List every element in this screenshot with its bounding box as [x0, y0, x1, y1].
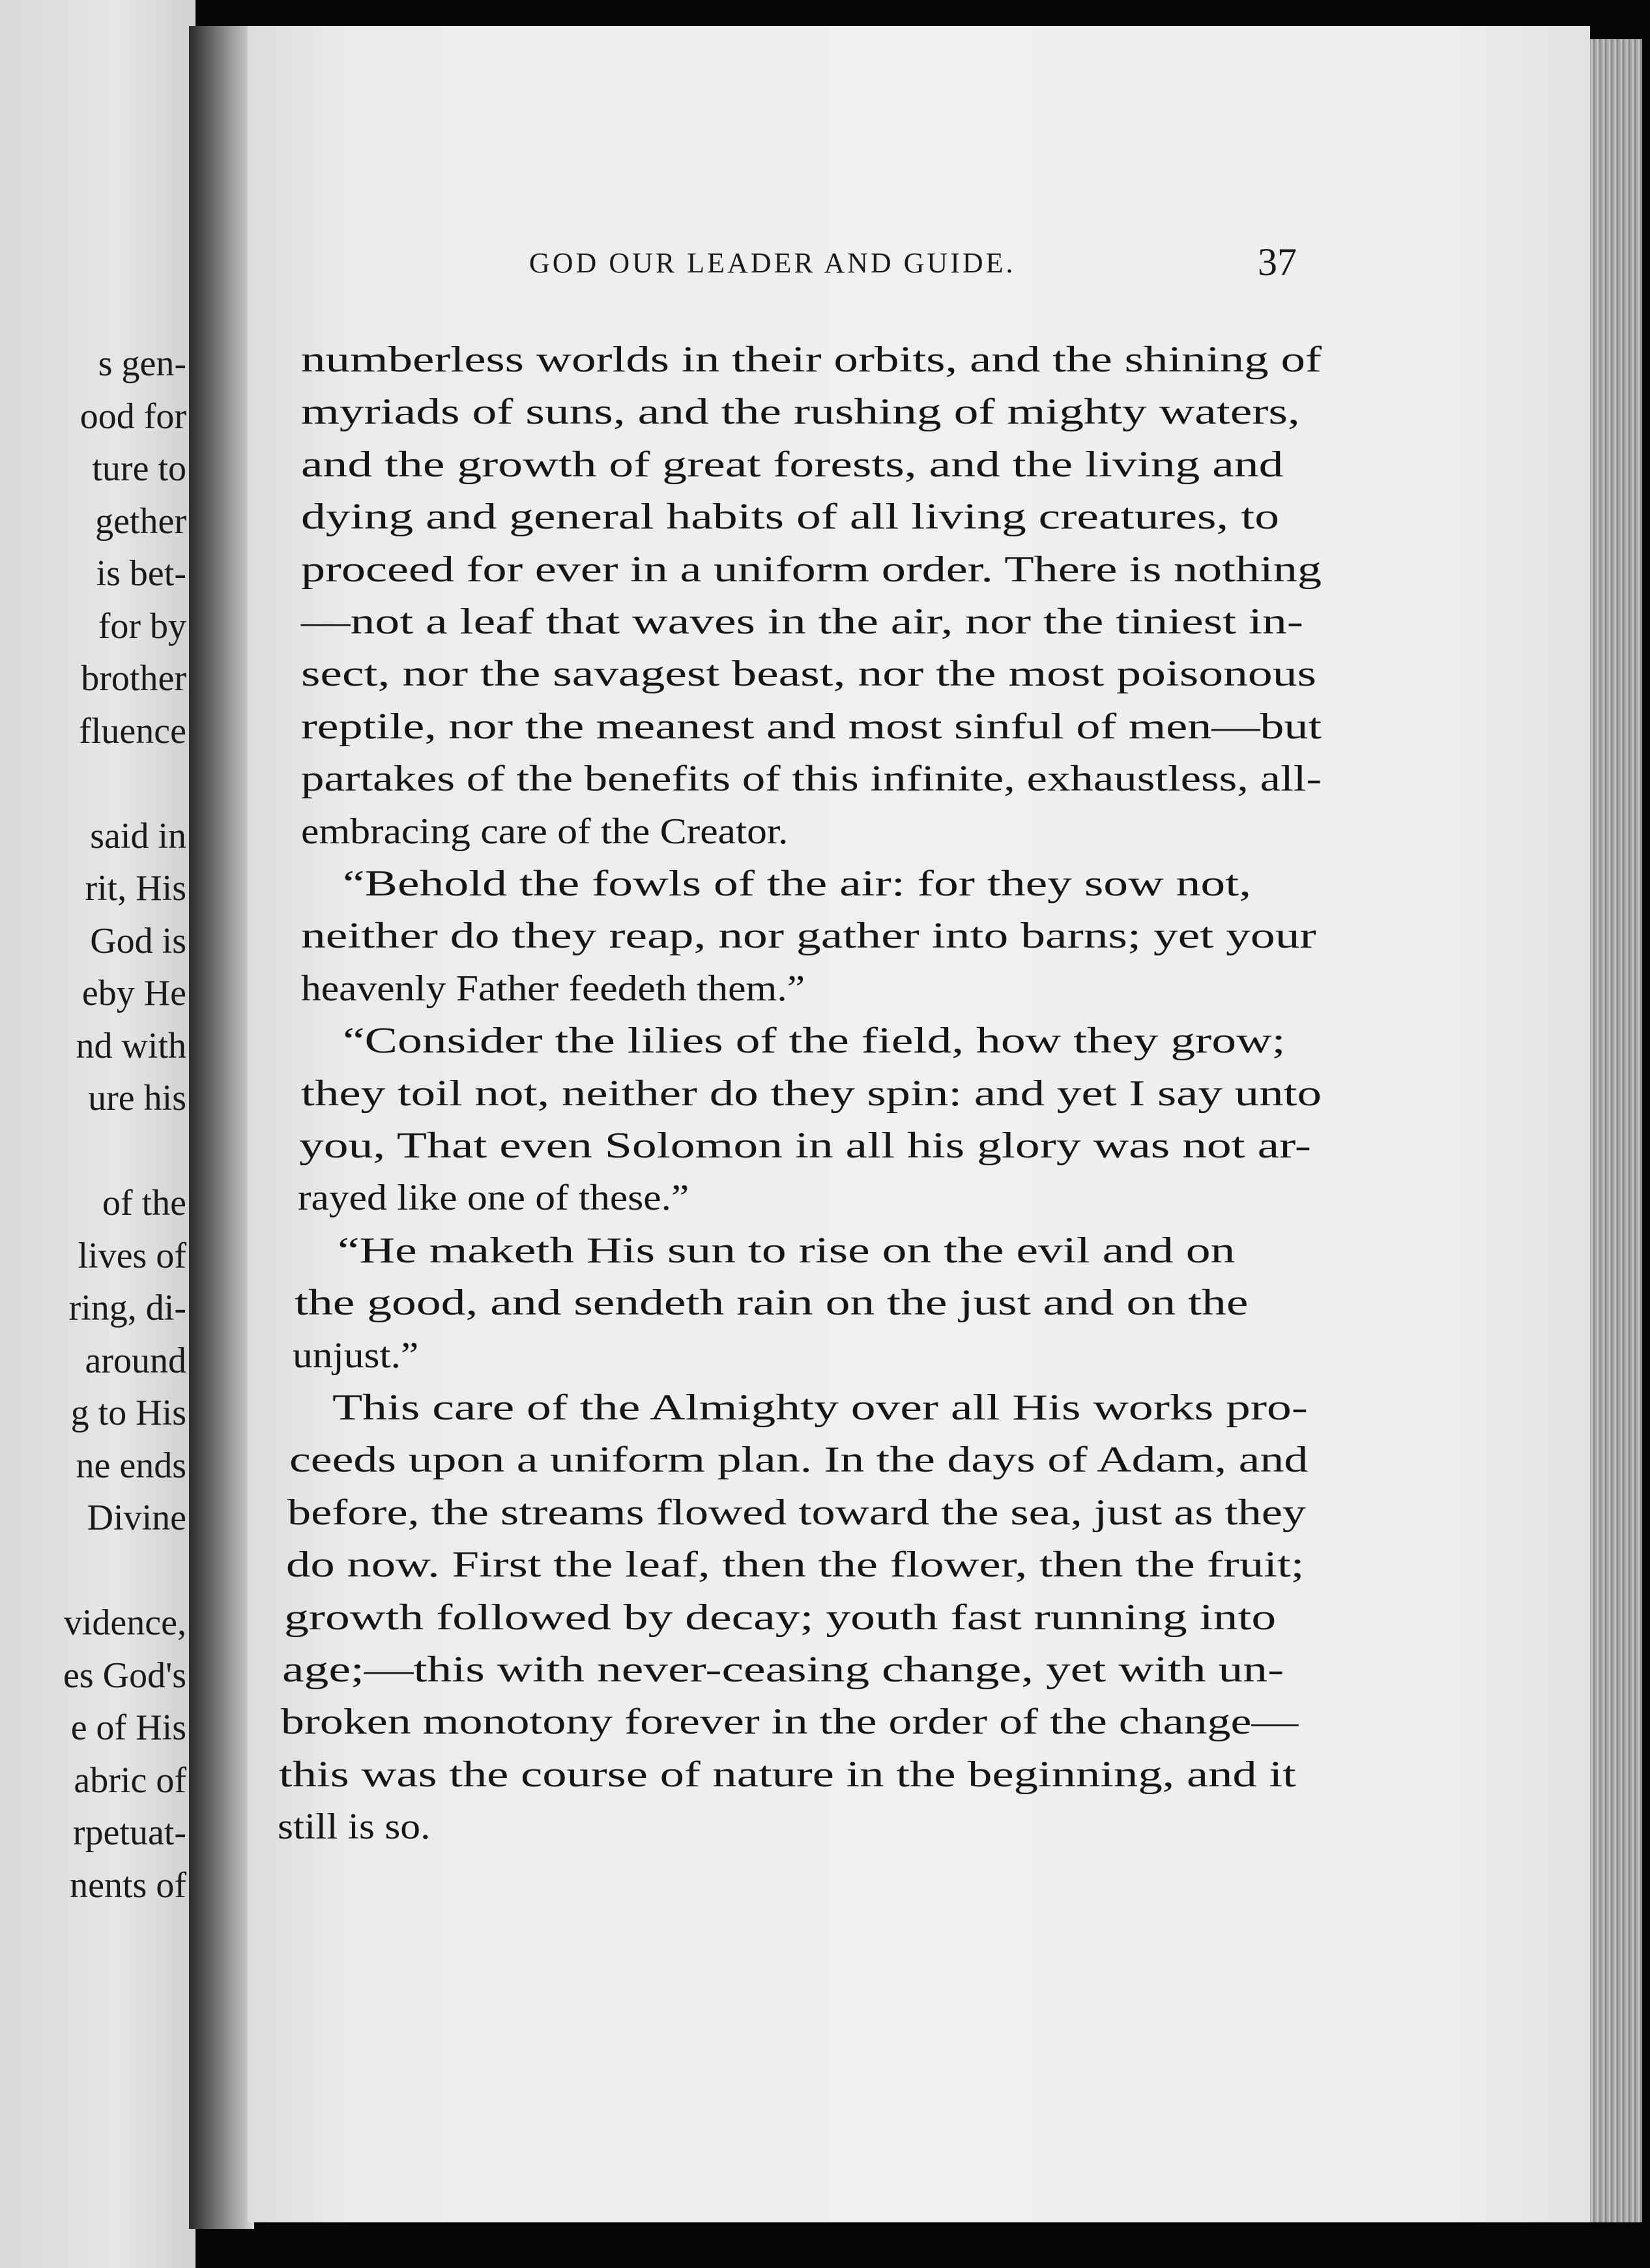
body-line: proceed for ever in a uniform order. There is nothing — [301, 549, 1322, 590]
facing-page-line: for by — [98, 605, 186, 647]
body-line: and the growth of great forests, and the living and — [301, 444, 1284, 485]
facing-page-line: es God's — [63, 1655, 186, 1696]
facing-page-line: gether — [95, 501, 186, 542]
body-line: still is so. — [277, 1807, 431, 1848]
body-line: “He maketh His sun to rise on the evil and on — [338, 1230, 1236, 1271]
body-line: they toil not, neither do they spin: and yet I say unto — [301, 1073, 1322, 1114]
facing-page-line: ring, di- — [68, 1288, 186, 1328]
body-line: unjust.” — [293, 1335, 419, 1376]
body-line: this was the course of nature in the beginning, and it — [279, 1754, 1297, 1795]
facing-page-line: brother — [81, 658, 186, 699]
facing-page-line: said in — [90, 815, 186, 856]
facing-page-line: nd with — [76, 1025, 186, 1066]
body-line: heavenly Father feedeth them.” — [301, 968, 805, 1009]
body-line: “Behold the fowls of the air: for they sow not, — [343, 864, 1252, 904]
facing-page-line: lives of — [78, 1235, 186, 1276]
facing-page-line: around — [85, 1340, 186, 1381]
facing-page — [0, 0, 195, 2268]
body-line: broken monotony forever in the order of the change— — [280, 1702, 1299, 1743]
page-edges — [1590, 39, 1642, 2222]
body-line: do now. First the leaf, then the flower, then the fruit; — [285, 1545, 1305, 1586]
body-line: reptile, nor the meanest and most sinful of men—but — [301, 706, 1322, 747]
body-line: growth followed by decay; youth fast running into — [284, 1597, 1277, 1638]
facing-page-line: fluence — [79, 710, 186, 751]
body-line: ceeds upon a uniform plan. In the days of Adam, and — [289, 1440, 1309, 1481]
facing-page-line: God is — [90, 920, 186, 961]
running-head: GOD OUR LEADER AND GUIDE. — [529, 247, 1016, 279]
facing-page-line: s gen- — [98, 343, 186, 384]
body-line: neither do they reap, nor gather into barns; yet your — [301, 916, 1316, 957]
body-line: numberless worlds in their orbits, and the shining of — [301, 340, 1322, 380]
facing-page-line: rpetuat- — [72, 1812, 186, 1853]
facing-page-line: abric of — [74, 1760, 186, 1801]
facing-page-line: eby He — [81, 973, 186, 1013]
facing-page-line: ture to — [92, 448, 186, 489]
body-line: “Consider the lilies of the field, how they grow; — [343, 1021, 1286, 1062]
facing-page-line: is bet- — [96, 553, 186, 594]
body-line: myriads of suns, and the rushing of mighty waters, — [301, 392, 1300, 433]
body-line: rayed like one of these.” — [297, 1178, 689, 1219]
body-line: sect, nor the savagest beast, nor the most poisonous — [301, 654, 1316, 695]
body-line: This care of the Almighty over all His works pro- — [332, 1388, 1309, 1428]
body-line: before, the streams flowed toward the sea, just as they — [287, 1492, 1307, 1533]
body-line: the good, and sendeth rain on the just and on the — [294, 1283, 1248, 1324]
body-line: embracing care of the Creator. — [301, 811, 789, 852]
facing-page-line: vidence, — [63, 1603, 186, 1643]
body-line: you, That even Solomon in all his glory was not ar- — [299, 1126, 1312, 1166]
body-line: partakes of the benefits of this infinite, exhaustless, all- — [301, 759, 1322, 800]
facing-page-line: nents of — [70, 1865, 186, 1906]
body-line: age;—this with never-ceasing change, yet with un- — [282, 1650, 1284, 1690]
facing-page-line: g to His — [70, 1393, 186, 1433]
page-number: 37 — [1258, 240, 1297, 284]
facing-page-line: ood for — [80, 396, 186, 437]
facing-page-line: rit, His — [85, 868, 186, 909]
facing-page-line: ne ends — [76, 1445, 186, 1486]
body-line: —not a leaf that waves in the air, nor the tiniest in- — [301, 602, 1303, 642]
facing-page-line: Divine — [87, 1498, 186, 1538]
body-line: dying and general habits of all living creatures, to — [301, 497, 1280, 538]
facing-page-line: e of His — [70, 1708, 186, 1748]
facing-page-line: ure his — [88, 1078, 186, 1118]
facing-page-line: of the — [102, 1183, 186, 1223]
book-gutter — [189, 26, 254, 2229]
